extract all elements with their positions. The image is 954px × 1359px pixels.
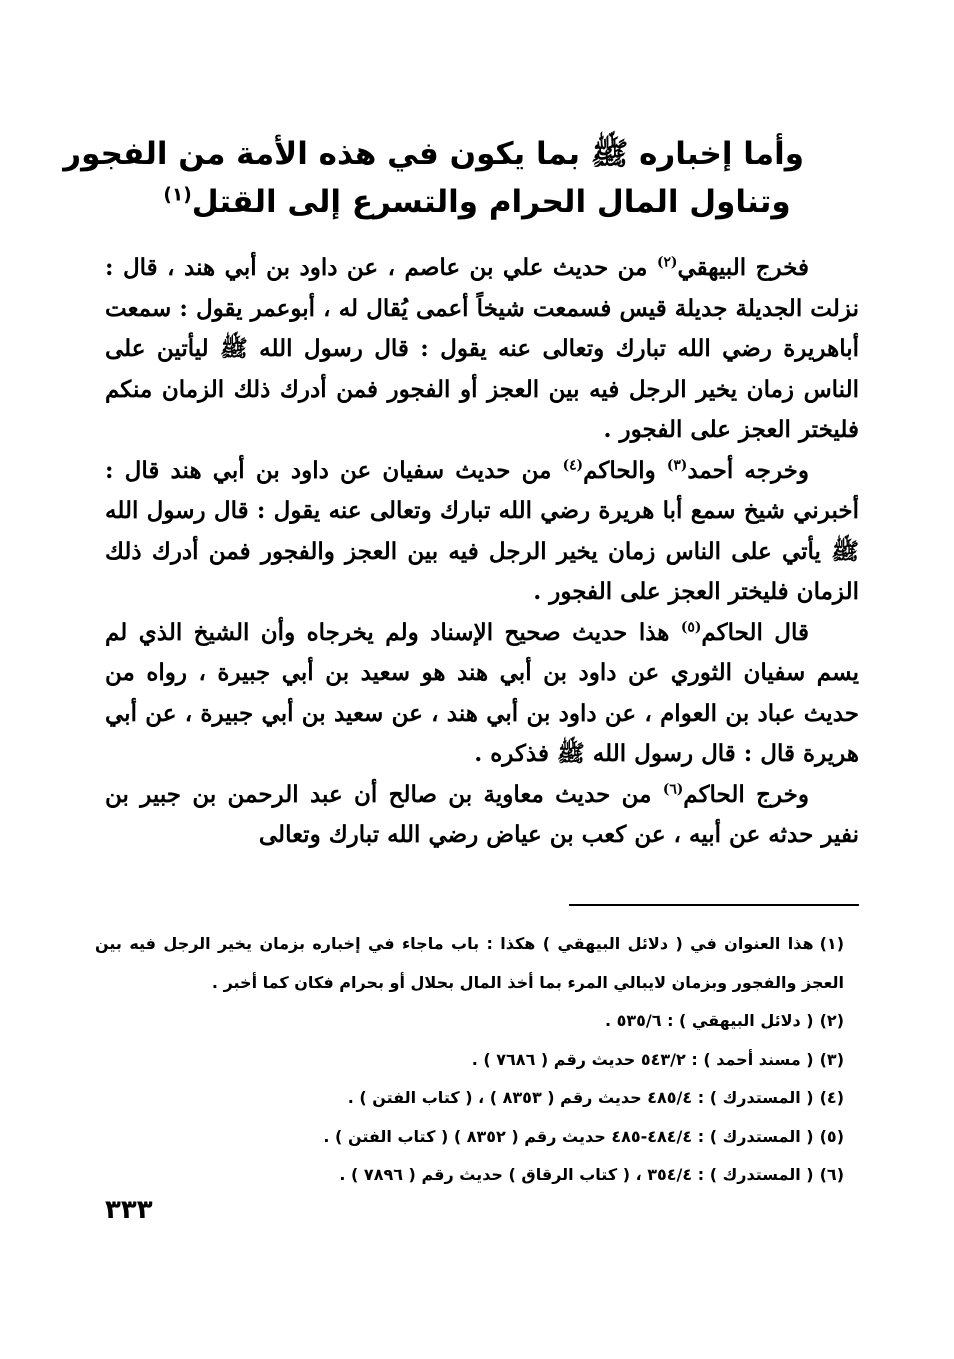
- paragraph-2-body: من حديث سفيان عن داود بن أبي هند قال : أخبرني شيخ سمع أبا هريرة رضي الله تبارك وتعالى عنه يقول : قال رسول الله ﷺ يأتي على الناس زمان يخير الرجل فيه بين العجز والفجور فمن أدرك ذلك الزمان فليختر العجز على الفجور .: [105, 456, 859, 605]
- footnote-3: [95, 1041, 844, 1080]
- paragraph-4: [105, 775, 859, 856]
- footnote-number: (٥): [819, 1126, 844, 1146]
- footnote-text: هذا العنوان في ( دلائل البيهقي ) هكذا : باب ماجاء في إخباره بزمان يخير الرجل فيه بين العجز والفجور وبزمان لايبالي المرء بما أخذ المال بحلال أو بحرام فكان كما أخبر .: [95, 934, 844, 992]
- main-text: [105, 248, 859, 856]
- footnote-ref-2[interactable]: (٢): [656, 254, 678, 271]
- footnote-4: [95, 1079, 844, 1118]
- footnote-number: (٤): [819, 1088, 844, 1107]
- paragraph-3-body: هذا حديث صحيح الإسناد ولم يخرجاه وأن الشيخ الذي لم يسم سفيان الثوري عن داود بن أبي هند هو سعيد بن أبي جبيرة ، رواه من حديث عباد بن العوام ، عن داود بن أبي هند ، عن سعيد بن أبي جبيرة ، عن أبي هريرة قال : قال رسول الله ﷺ فذكره .: [105, 618, 859, 767]
- paragraph-4-lead: وخرج الحاكم: [683, 780, 809, 808]
- footnote-5: [95, 1118, 844, 1157]
- paragraph-1-body: من حديث علي بن عاصم ، عن داود بن أبي هند ، قال : نزلت الجديلة جديلة قيس فسمعت شيخاً أعمى يُقال له ، أبوعمر يقول : سمعت أباهريرة رضي الله تبارك وتعالى عنه يقول : قال رسول الله ﷺ ليأتين على الناس زمان يخير الرجل فيه بين العجز أو الفجور فمن أدرك ذلك الزمان منكم فليختر العجز على الفجور .: [105, 254, 859, 443]
- paragraph-2-middle: والحاكم: [583, 456, 667, 484]
- footnote-number: (٦): [819, 1165, 844, 1184]
- paragraph-3-lead: قال الحاكم: [701, 618, 809, 646]
- footnote-text: ( دلائل البيهقي ) : ٥٣٥/٦ .: [604, 1011, 814, 1030]
- chapter-heading: [63, 130, 804, 226]
- footnote-ref-3[interactable]: (٣): [666, 456, 688, 473]
- footnote-2: [95, 1002, 844, 1041]
- footnote-text: ( المستدرك ) : ٣٥٤/٤ ، ( كتاب الرقاق ) حديث رقم ( ٧٨٩٦ ) .: [339, 1165, 814, 1184]
- footnote-text: ( المستدرك ) : ٤٨٤/٤-٤٨٥ حديث رقم ( ٨٣٥٢ ) ( كتاب الفتن ) .: [323, 1126, 814, 1146]
- paragraph-3: [105, 613, 859, 775]
- heading-line-2-text: وتناول المال الحرام والتسرع إلى القتل: [191, 184, 791, 220]
- footnote-text: ( المستدرك ) : ٤٨٥/٤ حديث رقم ( ٨٣٥٣ ) ، ( كتاب الفتن ) .: [347, 1088, 814, 1107]
- footnote-text: ( مسند أحمد ) : ٥٤٣/٢ حديث رقم ( ٧٦٨٦ ) .: [471, 1049, 814, 1069]
- footnote-ref-5[interactable]: (٥): [680, 618, 702, 635]
- footnote-1: [95, 925, 844, 1002]
- footnotes: [95, 925, 844, 1195]
- footnote-ref-1[interactable]: (١): [163, 184, 192, 206]
- footnote-6: [95, 1156, 844, 1195]
- paragraph-4-body: من حديث معاوية بن صالح أن عبد الرحمن بن جبير بن نفير حدثه عن أبيه ، عن كعب بن عياض رضي الله تبارك وتعالى: [105, 780, 859, 848]
- footnote-ref-4[interactable]: (٤): [562, 456, 584, 473]
- footnote-number: (٣): [819, 1049, 844, 1069]
- footnote-number: (٢): [819, 1011, 844, 1030]
- footnote-separator: [569, 904, 859, 906]
- paragraph-2-lead: وخرجه أحمد: [687, 456, 809, 484]
- page-number: ٣٣٣: [105, 1195, 153, 1225]
- paragraph-2: [105, 451, 859, 613]
- footnote-number: (١): [819, 934, 844, 953]
- paragraph-1-lead: فخرج البيهقي: [677, 254, 809, 281]
- heading-line-2: [150, 178, 804, 226]
- paragraph-1: [105, 248, 859, 451]
- footnote-ref-6[interactable]: (٦): [662, 780, 684, 797]
- heading-line-1: وأما إخباره ﷺ بما يكون في هذه الأمة من الفجور: [63, 136, 804, 172]
